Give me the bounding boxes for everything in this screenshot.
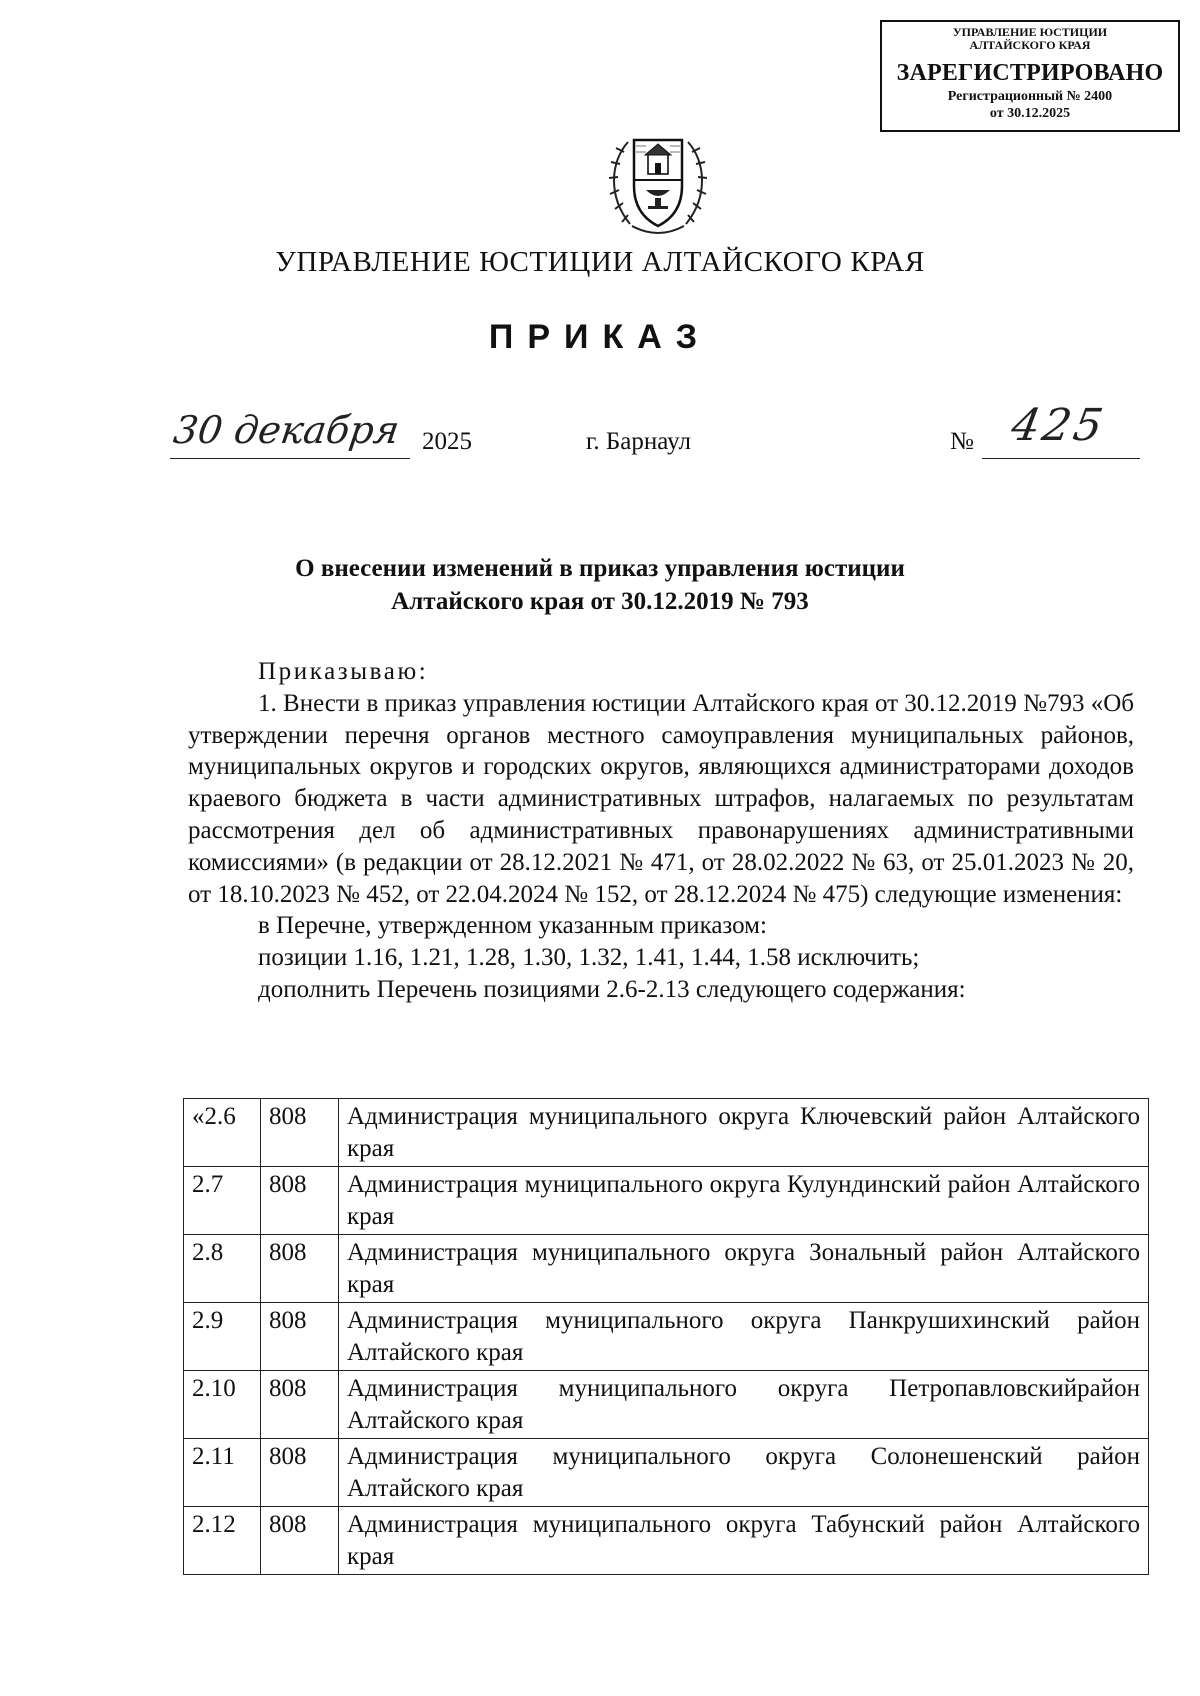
position-code-cell: «2.6 [184,1099,261,1167]
positions-table-body [184,1099,1149,1575]
position-code-cell: 2.8 [184,1235,261,1303]
position-code-cell: 2.10 [184,1371,261,1439]
stamp-reg-number: Регистрационный № 2400 [947,89,1113,104]
administrator-name-cell: Администрация муниципального округа Зональный район Алтайского края [339,1235,1149,1303]
table-row [184,1371,1149,1439]
stamp-status: ЗАРЕГИСТРИРОВАНО [896,60,1164,86]
line-in-list: в Перечне, утвержденном указанным приказом: [258,912,767,940]
position-code-cell: 2.9 [184,1303,261,1371]
title-line1: О внесении изменений в приказ управления юстиции [295,555,905,582]
chapter-code-cell: 808 [261,1099,339,1167]
administrator-name-cell: Администрация муниципального округа Ключевский район Алтайского края [339,1099,1149,1167]
organization-name: УПРАВЛЕНИЕ ЮСТИЦИИ АЛТАЙСКОГО КРАЯ [275,246,925,278]
number-underline [982,458,1140,459]
chapter-code-cell: 808 [261,1235,339,1303]
table-row [184,1235,1149,1303]
document-type: ПРИКАЗ [488,318,712,356]
chapter-code-cell: 808 [261,1303,339,1371]
city: г. Барнаул [586,428,691,455]
document-title [0,552,1200,618]
title-line2: Алтайского края от 30.12.2019 № 793 [391,588,809,615]
chapter-code-cell: 808 [261,1439,339,1507]
handwritten-number: 425 [1007,400,1110,451]
paragraph-1: 1. Внести в приказ управления юстиции Алтайского края от 30.12.2019 №793 «Об утверждении перечня органов местного самоуправления муниципальных районов, муниципальных округов и городских округов, являющихся администраторами доходов краевого бюджета в части административных штрафов, налагаемых по результатам рассмотрения дел об административных правонарушениях административными комиссиями» (в редакции от 28.12.2021 № 471, от 28.02.2022 № 63, от 25.01.2023 № 20, от 18.10.2023 № 452, от 22.04.2024 № 152, от 28.12.2024 № 475) следующие изменения: [188,689,1134,908]
administrator-name-cell: Администрация муниципального округа Панкрушихинский район Алтайского края [339,1303,1149,1371]
date-place-number-line [170,400,1140,480]
handwritten-date: 30 декабря [170,408,403,452]
chapter-code-cell: 808 [261,1371,339,1439]
order-word: Приказываю: [258,658,429,685]
coat-of-arms-icon [588,122,728,242]
table-row [184,1167,1149,1235]
position-code-cell: 2.7 [184,1167,261,1235]
table-row [184,1439,1149,1507]
chapter-code-cell: 808 [261,1507,339,1575]
table-row [184,1099,1149,1167]
stamp-reg-date: от 30.12.2025 [989,106,1071,121]
positions-table [183,1098,1149,1575]
line-exclude: позиции 1.16, 1.21, 1.28, 1.30, 1.32, 1.41, 1.44, 1.58 исключить; [258,944,920,972]
administrator-name-cell: Администрация муниципального округа Кулундинский район Алтайского края [339,1167,1149,1235]
number-sign: № [950,428,974,455]
stamp-org-line2: АЛТАЙСКОГО КРАЯ [969,38,1091,52]
administrator-name-cell: Администрация муниципального округа Табунский район Алтайского края [339,1507,1149,1575]
position-code-cell: 2.12 [184,1507,261,1575]
stamp-org-line1: УПРАВЛЕНИЕ ЮСТИЦИИ [952,25,1108,39]
administrator-name-cell: Администрация муниципального округа Петропавловскийрайон Алтайского края [339,1371,1149,1439]
date-underline [170,458,410,459]
table-row [184,1507,1149,1575]
date-year: 2025 [422,428,472,455]
position-code-cell: 2.11 [184,1439,261,1507]
table-row [184,1303,1149,1371]
registration-stamp [880,20,1180,132]
document-body [188,656,1134,1006]
chapter-code-cell: 808 [261,1167,339,1235]
administrator-name-cell: Администрация муниципального округа Солонешенский район Алтайского края [339,1439,1149,1507]
line-add: дополнить Перечень позициями 2.6-2.13 следующего содержания: [258,975,966,1003]
